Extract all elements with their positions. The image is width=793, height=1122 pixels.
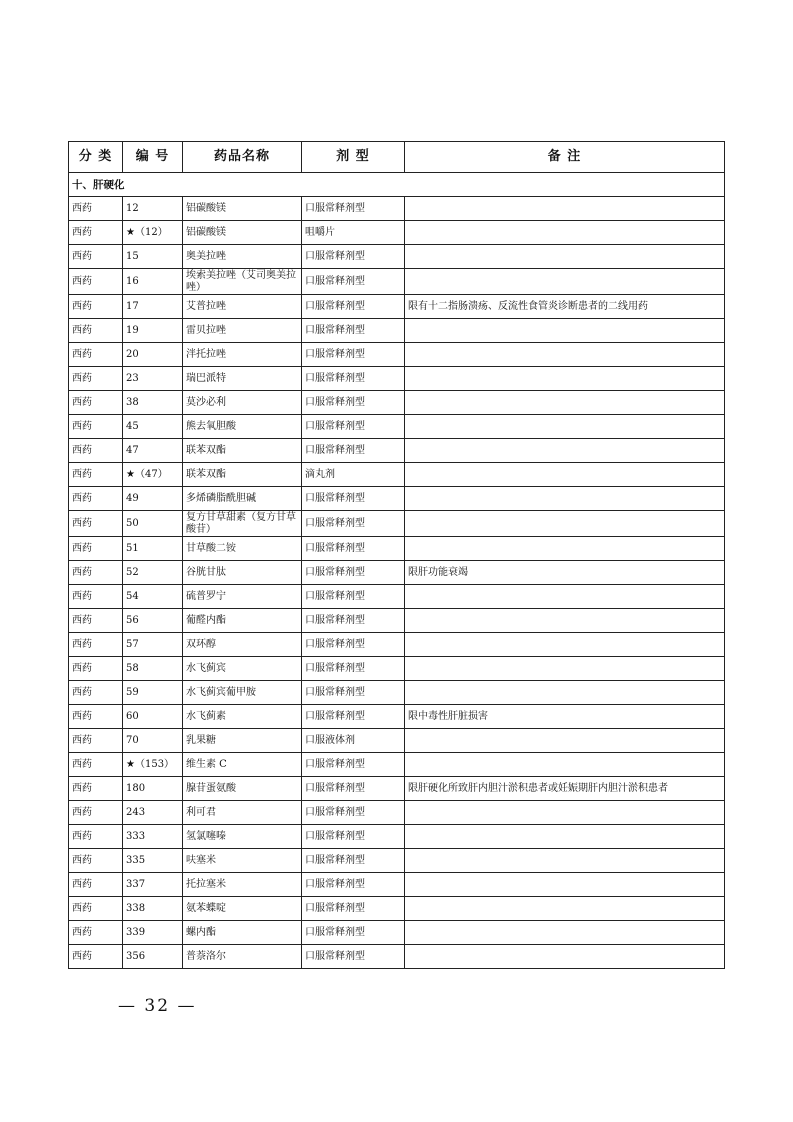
cell-name: 腺苷蛋氨酸 bbox=[183, 777, 302, 801]
cell-form: 口服常释剂型 bbox=[302, 367, 405, 391]
cell-category: 西药 bbox=[69, 633, 123, 657]
cell-category: 西药 bbox=[69, 487, 123, 511]
cell-category: 西药 bbox=[69, 245, 123, 269]
drug-table bbox=[68, 141, 725, 969]
cell-name: 艾普拉唑 bbox=[183, 295, 302, 319]
cell-note bbox=[405, 873, 725, 897]
cell-note bbox=[405, 897, 725, 921]
cell-name: 硫普罗宁 bbox=[183, 585, 302, 609]
cell-name: 铝碳酸镁 bbox=[183, 197, 302, 221]
table-header-row bbox=[69, 142, 725, 173]
cell-note bbox=[405, 921, 725, 945]
cell-note: 限肝功能衰竭 bbox=[405, 561, 725, 585]
cell-name: 多烯磷脂酰胆碱 bbox=[183, 487, 302, 511]
table-row bbox=[69, 705, 725, 729]
cell-code: 335 bbox=[123, 849, 183, 873]
cell-form: 口服常释剂型 bbox=[302, 753, 405, 777]
cell-form: 口服常释剂型 bbox=[302, 343, 405, 367]
cell-category: 西药 bbox=[69, 221, 123, 245]
cell-note bbox=[405, 343, 725, 367]
cell-form: 口服常释剂型 bbox=[302, 897, 405, 921]
cell-category: 西药 bbox=[69, 849, 123, 873]
cell-name: 呋塞米 bbox=[183, 849, 302, 873]
cell-form: 口服液体剂 bbox=[302, 729, 405, 753]
cell-code: 56 bbox=[123, 609, 183, 633]
cell-form: 口服常释剂型 bbox=[302, 391, 405, 415]
cell-category: 西药 bbox=[69, 729, 123, 753]
cell-form: 口服常释剂型 bbox=[302, 633, 405, 657]
cell-form: 滴丸剂 bbox=[302, 463, 405, 487]
cell-note bbox=[405, 537, 725, 561]
cell-name: 乳果糖 bbox=[183, 729, 302, 753]
cell-form: 口服常释剂型 bbox=[302, 801, 405, 825]
cell-code: 243 bbox=[123, 801, 183, 825]
cell-name: 联苯双酯 bbox=[183, 439, 302, 463]
cell-form: 口服常释剂型 bbox=[302, 245, 405, 269]
table-body bbox=[69, 173, 725, 969]
cell-note bbox=[405, 801, 725, 825]
cell-form: 口服常释剂型 bbox=[302, 269, 405, 295]
cell-name: 氢氯噻嗪 bbox=[183, 825, 302, 849]
cell-form: 口服常释剂型 bbox=[302, 825, 405, 849]
cell-note bbox=[405, 729, 725, 753]
cell-note: 限肝硬化所致肝内胆汁淤积患者或妊娠期肝内胆汁淤积患者 bbox=[405, 777, 725, 801]
cell-code: 338 bbox=[123, 897, 183, 921]
cell-category: 西药 bbox=[69, 873, 123, 897]
cell-note bbox=[405, 825, 725, 849]
cell-name: 水飞蓟宾葡甲胺 bbox=[183, 681, 302, 705]
cell-form: 口服常释剂型 bbox=[302, 319, 405, 343]
cell-code: 49 bbox=[123, 487, 183, 511]
cell-category: 西药 bbox=[69, 511, 123, 537]
cell-code: 52 bbox=[123, 561, 183, 585]
cell-name: 联苯双酯 bbox=[183, 463, 302, 487]
cell-name: 莫沙必利 bbox=[183, 391, 302, 415]
table-row bbox=[69, 463, 725, 487]
page-number: — 32 — bbox=[118, 996, 197, 1016]
cell-name: 普萘洛尔 bbox=[183, 945, 302, 969]
cell-code: 45 bbox=[123, 415, 183, 439]
cell-code: 57 bbox=[123, 633, 183, 657]
cell-code: 16 bbox=[123, 269, 183, 295]
cell-category: 西药 bbox=[69, 319, 123, 343]
cell-code: ★（47） bbox=[123, 463, 183, 487]
cell-name: 瑞巴派特 bbox=[183, 367, 302, 391]
cell-note bbox=[405, 367, 725, 391]
cell-code: 60 bbox=[123, 705, 183, 729]
cell-note bbox=[405, 585, 725, 609]
cell-form: 口服常释剂型 bbox=[302, 657, 405, 681]
table-row bbox=[69, 873, 725, 897]
cell-category: 西药 bbox=[69, 391, 123, 415]
cell-code: 12 bbox=[123, 197, 183, 221]
table-row bbox=[69, 319, 725, 343]
cell-code: 54 bbox=[123, 585, 183, 609]
table-row bbox=[69, 945, 725, 969]
cell-note bbox=[405, 511, 725, 537]
cell-category: 西药 bbox=[69, 537, 123, 561]
table-row bbox=[69, 439, 725, 463]
cell-form: 口服常释剂型 bbox=[302, 705, 405, 729]
header-note: 备 注 bbox=[405, 142, 725, 173]
cell-name: 熊去氧胆酸 bbox=[183, 415, 302, 439]
cell-category: 西药 bbox=[69, 585, 123, 609]
cell-code: 50 bbox=[123, 511, 183, 537]
cell-note bbox=[405, 415, 725, 439]
cell-form: 口服常释剂型 bbox=[302, 585, 405, 609]
section-row bbox=[69, 173, 725, 197]
cell-code: 23 bbox=[123, 367, 183, 391]
cell-category: 西药 bbox=[69, 197, 123, 221]
cell-form: 口服常释剂型 bbox=[302, 777, 405, 801]
table-row bbox=[69, 849, 725, 873]
cell-form: 口服常释剂型 bbox=[302, 921, 405, 945]
table-row bbox=[69, 921, 725, 945]
cell-name: 谷胱甘肽 bbox=[183, 561, 302, 585]
cell-category: 西药 bbox=[69, 921, 123, 945]
cell-note bbox=[405, 221, 725, 245]
cell-category: 西药 bbox=[69, 439, 123, 463]
cell-note bbox=[405, 681, 725, 705]
table-row bbox=[69, 585, 725, 609]
cell-form: 口服常释剂型 bbox=[302, 197, 405, 221]
cell-form: 口服常释剂型 bbox=[302, 415, 405, 439]
table-row bbox=[69, 825, 725, 849]
cell-category: 西药 bbox=[69, 681, 123, 705]
cell-code: 339 bbox=[123, 921, 183, 945]
header-name: 药品名称 bbox=[183, 142, 302, 173]
table-row bbox=[69, 537, 725, 561]
cell-note bbox=[405, 269, 725, 295]
table-row bbox=[69, 753, 725, 777]
cell-code: 180 bbox=[123, 777, 183, 801]
cell-category: 西药 bbox=[69, 945, 123, 969]
table-row bbox=[69, 801, 725, 825]
table-row bbox=[69, 197, 725, 221]
cell-name: 双环醇 bbox=[183, 633, 302, 657]
cell-category: 西药 bbox=[69, 897, 123, 921]
cell-category: 西药 bbox=[69, 777, 123, 801]
cell-form: 咀嚼片 bbox=[302, 221, 405, 245]
cell-name: 螺内酯 bbox=[183, 921, 302, 945]
cell-code: 337 bbox=[123, 873, 183, 897]
cell-name: 铝碳酸镁 bbox=[183, 221, 302, 245]
table-row bbox=[69, 415, 725, 439]
cell-name: 维生素 C bbox=[183, 753, 302, 777]
table-row bbox=[69, 561, 725, 585]
cell-code: 17 bbox=[123, 295, 183, 319]
cell-category: 西药 bbox=[69, 561, 123, 585]
cell-category: 西药 bbox=[69, 343, 123, 367]
table-row bbox=[69, 729, 725, 753]
cell-category: 西药 bbox=[69, 657, 123, 681]
cell-form: 口服常释剂型 bbox=[302, 561, 405, 585]
table-row bbox=[69, 343, 725, 367]
cell-category: 西药 bbox=[69, 705, 123, 729]
cell-code: 51 bbox=[123, 537, 183, 561]
cell-note bbox=[405, 633, 725, 657]
cell-note bbox=[405, 463, 725, 487]
cell-form: 口服常释剂型 bbox=[302, 439, 405, 463]
cell-form: 口服常释剂型 bbox=[302, 873, 405, 897]
cell-note bbox=[405, 849, 725, 873]
cell-form: 口服常释剂型 bbox=[302, 487, 405, 511]
cell-name: 甘草酸二铵 bbox=[183, 537, 302, 561]
cell-category: 西药 bbox=[69, 801, 123, 825]
cell-note: 限中毒性肝脏损害 bbox=[405, 705, 725, 729]
cell-category: 西药 bbox=[69, 415, 123, 439]
cell-form: 口服常释剂型 bbox=[302, 537, 405, 561]
cell-form: 口服常释剂型 bbox=[302, 511, 405, 537]
table-row bbox=[69, 221, 725, 245]
table-row bbox=[69, 487, 725, 511]
cell-code: 38 bbox=[123, 391, 183, 415]
cell-note bbox=[405, 197, 725, 221]
cell-code: 19 bbox=[123, 319, 183, 343]
table-row bbox=[69, 777, 725, 801]
cell-note bbox=[405, 487, 725, 511]
cell-form: 口服常释剂型 bbox=[302, 295, 405, 319]
cell-note bbox=[405, 319, 725, 343]
section-title: 十、肝硬化 bbox=[69, 173, 725, 197]
cell-code: 15 bbox=[123, 245, 183, 269]
cell-note bbox=[405, 753, 725, 777]
cell-note bbox=[405, 245, 725, 269]
cell-code: 356 bbox=[123, 945, 183, 969]
table-row bbox=[69, 897, 725, 921]
cell-note: 限有十二指肠溃疡、反流性食管炎诊断患者的二线用药 bbox=[405, 295, 725, 319]
cell-category: 西药 bbox=[69, 367, 123, 391]
cell-name: 复方甘草甜素（复方甘草酸苷） bbox=[183, 511, 302, 537]
cell-name: 水飞蓟宾 bbox=[183, 657, 302, 681]
cell-name: 氨苯蝶啶 bbox=[183, 897, 302, 921]
cell-code: 59 bbox=[123, 681, 183, 705]
cell-code: 70 bbox=[123, 729, 183, 753]
cell-category: 西药 bbox=[69, 753, 123, 777]
cell-category: 西药 bbox=[69, 269, 123, 295]
table-row bbox=[69, 511, 725, 537]
table-row bbox=[69, 367, 725, 391]
cell-form: 口服常释剂型 bbox=[302, 849, 405, 873]
cell-name: 水飞蓟素 bbox=[183, 705, 302, 729]
header-form: 剂 型 bbox=[302, 142, 405, 173]
cell-code: 333 bbox=[123, 825, 183, 849]
cell-form: 口服常释剂型 bbox=[302, 609, 405, 633]
cell-name: 奥美拉唑 bbox=[183, 245, 302, 269]
cell-category: 西药 bbox=[69, 609, 123, 633]
table-row bbox=[69, 295, 725, 319]
table-row bbox=[69, 269, 725, 295]
cell-code: ★（12） bbox=[123, 221, 183, 245]
table-row bbox=[69, 609, 725, 633]
cell-form: 口服常释剂型 bbox=[302, 681, 405, 705]
header-category: 分 类 bbox=[69, 142, 123, 173]
cell-name: 葡醛内酯 bbox=[183, 609, 302, 633]
cell-category: 西药 bbox=[69, 295, 123, 319]
cell-note bbox=[405, 945, 725, 969]
table-row bbox=[69, 245, 725, 269]
cell-code: 47 bbox=[123, 439, 183, 463]
cell-form: 口服常释剂型 bbox=[302, 945, 405, 969]
cell-note bbox=[405, 609, 725, 633]
header-code: 编 号 bbox=[123, 142, 183, 173]
cell-category: 西药 bbox=[69, 825, 123, 849]
cell-code: ★（153） bbox=[123, 753, 183, 777]
cell-code: 58 bbox=[123, 657, 183, 681]
cell-name: 埃索美拉唑（艾司奥美拉唑） bbox=[183, 269, 302, 295]
table-row bbox=[69, 633, 725, 657]
cell-code: 20 bbox=[123, 343, 183, 367]
cell-name: 托拉塞米 bbox=[183, 873, 302, 897]
cell-note bbox=[405, 439, 725, 463]
table-row bbox=[69, 657, 725, 681]
cell-note bbox=[405, 657, 725, 681]
cell-name: 利可君 bbox=[183, 801, 302, 825]
cell-category: 西药 bbox=[69, 463, 123, 487]
cell-note bbox=[405, 391, 725, 415]
table-row bbox=[69, 681, 725, 705]
table-row bbox=[69, 391, 725, 415]
cell-name: 雷贝拉唑 bbox=[183, 319, 302, 343]
cell-name: 泮托拉唑 bbox=[183, 343, 302, 367]
